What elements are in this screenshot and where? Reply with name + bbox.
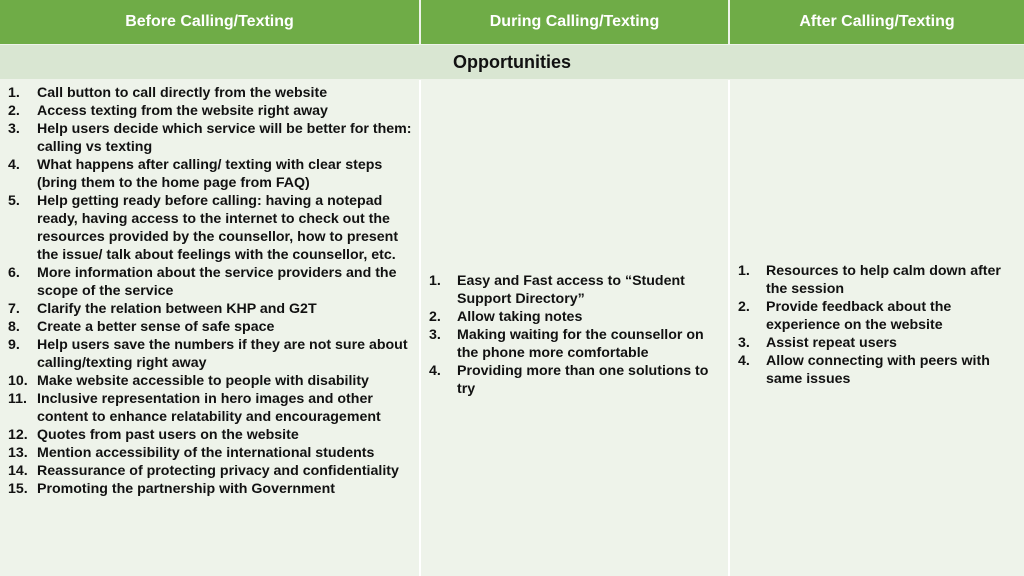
item-text: More information about the service providers and the scope of the service	[37, 265, 397, 299]
item-text: Providing more than one solutions to try	[457, 363, 709, 397]
item-number: 15.	[8, 481, 28, 497]
item-text: Resources to help calm down after the session	[766, 263, 1001, 297]
header-after: After Calling/Texting	[730, 0, 1024, 44]
item-text: Help users decide which service will be better for them: calling vs texting	[37, 121, 412, 155]
item-text: Call button to call directly from the website	[37, 85, 328, 101]
item-number: 10.	[8, 373, 28, 389]
before-item	[8, 426, 412, 444]
item-text: Provide feedback about the experience on the website	[766, 299, 952, 333]
item-text: Help users save the numbers if they are not sure about calling/texting right away	[37, 337, 408, 371]
item-text: Making waiting for the counsellor on the phone more comfortable	[457, 327, 704, 361]
item-text: Help getting ready before calling: having a notepad ready, having access to the internet to check out the resources provided by the counsellor, how to present the issue/ talk about feelings with the counsellor, etc.	[37, 193, 399, 263]
before-item	[8, 462, 412, 480]
item-number: 6.	[8, 265, 20, 281]
before-item	[8, 300, 412, 318]
item-number: 1.	[738, 263, 750, 279]
before-item	[8, 84, 412, 102]
item-number: 11.	[8, 391, 27, 407]
before-item	[8, 318, 412, 336]
during-item	[429, 326, 721, 362]
item-text: Create a better sense of safe space	[37, 319, 275, 335]
item-text: Easy and Fast access to “Student Support Directory”	[457, 273, 685, 307]
section-title: Opportunities	[0, 45, 1024, 79]
item-text: Reassurance of protecting privacy and confidentiality	[37, 463, 399, 479]
before-list	[8, 84, 412, 498]
item-text: Promoting the partnership with Government	[37, 481, 335, 497]
item-text: Quotes from past users on the website	[37, 427, 299, 443]
during-column	[421, 80, 730, 576]
after-item	[738, 334, 1018, 352]
before-item	[8, 192, 412, 264]
item-number: 4.	[429, 363, 441, 379]
header-before: Before Calling/Texting	[0, 0, 419, 44]
before-item	[8, 264, 412, 300]
item-number: 2.	[429, 309, 441, 325]
before-item	[8, 120, 412, 156]
item-number: 13.	[8, 445, 28, 461]
item-text: Mention accessibility of the international students	[37, 445, 375, 461]
before-item	[8, 102, 412, 120]
item-text: Inclusive representation in hero images and other content to enhance relatability and encouragement	[37, 391, 381, 425]
item-number: 1.	[429, 273, 441, 289]
item-number: 4.	[738, 353, 750, 369]
before-item	[8, 390, 412, 426]
during-list	[429, 272, 721, 398]
before-item	[8, 156, 412, 192]
item-number: 14.	[8, 463, 28, 479]
item-number: 9.	[8, 337, 20, 353]
item-number: 2.	[8, 103, 20, 119]
item-text: Access texting from the website right away	[37, 103, 328, 119]
item-number: 3.	[429, 327, 441, 343]
before-item	[8, 336, 412, 372]
item-text: What happens after calling/ texting with clear steps (bring them to the home page from FAQ)	[37, 157, 383, 191]
item-text: Assist repeat users	[766, 335, 897, 351]
item-number: 7.	[8, 301, 20, 317]
after-item	[738, 352, 1018, 388]
item-number: 2.	[738, 299, 750, 315]
item-text: Allow taking notes	[457, 309, 583, 325]
before-item	[8, 372, 412, 390]
item-text: Allow connecting with peers with same issues	[766, 353, 990, 387]
item-number: 12.	[8, 427, 28, 443]
item-number: 5.	[8, 193, 20, 209]
item-number: 3.	[738, 335, 750, 351]
item-number: 1.	[8, 85, 20, 101]
item-number: 3.	[8, 121, 20, 137]
before-item	[8, 480, 412, 498]
after-list	[738, 262, 1018, 388]
during-item	[429, 308, 721, 326]
during-item	[429, 362, 721, 398]
after-item	[738, 298, 1018, 334]
during-item	[429, 272, 721, 308]
item-number: 8.	[8, 319, 20, 335]
item-number: 4.	[8, 157, 20, 173]
before-item	[8, 444, 412, 462]
header-during: During Calling/Texting	[421, 0, 728, 44]
after-column	[730, 80, 1024, 576]
before-column	[0, 80, 421, 576]
after-item	[738, 262, 1018, 298]
item-text: Clarify the relation between KHP and G2T	[37, 301, 317, 317]
item-text: Make website accessible to people with disability	[37, 373, 369, 389]
